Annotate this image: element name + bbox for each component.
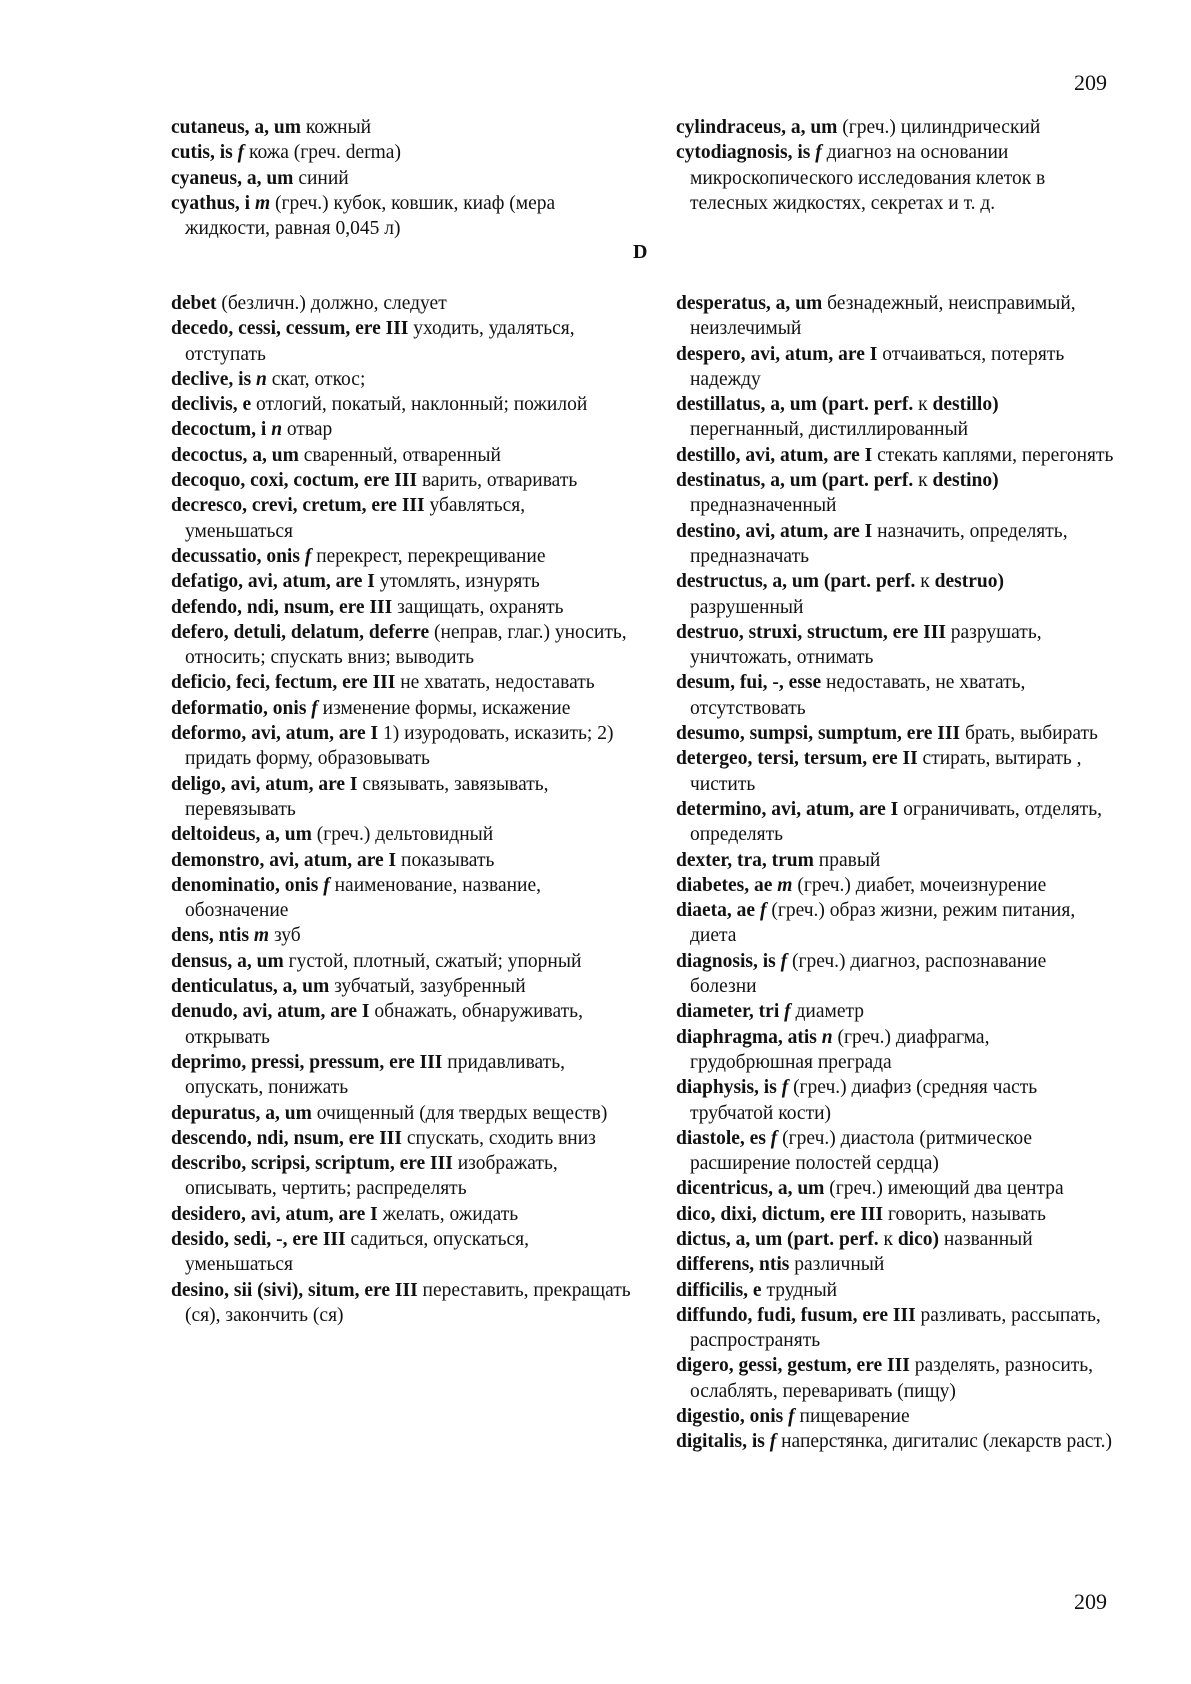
entry-head: deligo, avi, atum, are I [171, 773, 358, 795]
entry-gram: m [249, 925, 270, 947]
dictionary-entry [676, 1252, 1116, 1277]
entry-rest: перекрест, перекрещивание [311, 545, 546, 567]
entry-rest: пищеварение [794, 1406, 910, 1428]
entry-rest: (греч.) цилиндрический [837, 117, 1041, 138]
dictionary-entry [676, 1202, 1116, 1227]
entry-head: cutis, is [171, 142, 233, 164]
entry-rest: уходить, удаляться, отступать [185, 318, 575, 365]
entry-rest: спускать, сходить вниз [401, 1127, 596, 1149]
entry-gram: n [266, 419, 283, 441]
entry-head: despero, avi, atum, are I [676, 343, 878, 365]
dictionary-entry [676, 1176, 1116, 1201]
entry-gram: f [764, 1431, 777, 1453]
entry-head: denominatio, onis [171, 874, 319, 896]
dictionary-entry [676, 140, 1116, 216]
dictionary-entry [676, 848, 1116, 873]
entry-head: debet [171, 293, 217, 314]
entry-head: declivis, e [171, 394, 252, 416]
entry-rest: очищенный (для твердых веществ) [311, 1102, 608, 1124]
entry-gram: n [816, 1026, 833, 1048]
dictionary-entry [676, 1353, 1116, 1404]
entry-rest: защищать, охранять [392, 596, 564, 618]
entry-gram: f [318, 874, 330, 896]
dictionary-entry [171, 1151, 631, 1202]
entry-rest: диагноз на основании микроскопического исследования клеток в телесных жидкостях, секретах и т. д. [690, 142, 1046, 214]
entry-head: denudo, avi, atum, are I [171, 1001, 370, 1023]
dictionary-entry [676, 342, 1116, 393]
entry-rest: (греч.) диастола (ритмическое расширение полостей сердца) [690, 1127, 1033, 1175]
entry-head: defero, detuli, delatum, deferre [171, 621, 430, 643]
entry-head: digitalis, is [676, 1431, 765, 1453]
entry-head: digestio, onis [676, 1406, 784, 1428]
dictionary-entry [171, 974, 631, 999]
entry-rest2: перегнанный, дистиллированный [690, 419, 969, 441]
entry-gram: m [772, 874, 793, 896]
dictionary-entry [171, 115, 631, 140]
entry-rest: садиться, опускаться, уменьшаться [185, 1228, 530, 1276]
dictionary-entry [171, 493, 631, 544]
dictionary-entry [171, 873, 631, 924]
entry-head: cyathus, i [171, 192, 251, 214]
entry-rest: обнажать, обнаруживать, открывать [185, 1001, 583, 1048]
entry-rest: (греч.) диабет, мочеизнурение [792, 874, 1047, 896]
dictionary-entry [676, 898, 1116, 949]
entry-head: differens, ntis [676, 1254, 790, 1276]
entry-head: depuratus, a, um [171, 1102, 312, 1124]
entry-gram: f [232, 142, 245, 164]
dictionary-entry [676, 620, 1116, 671]
entry-head: defendo, ndi, nsum, ere III [171, 596, 393, 618]
entry-rest: отчаиваться, потерять надежду [690, 343, 1065, 390]
entry-gram: f [779, 1001, 791, 1023]
entry-rest: (греч.) кубок, ковшик, киаф (мера жидкости, равная 0,045 л) [185, 192, 556, 240]
entry-rest: к [878, 1228, 898, 1250]
entry-rest: изображать, описывать, чертить; распределять [185, 1153, 558, 1200]
entry-rest: зуб [269, 925, 301, 947]
entry-rest: разливать, рассыпать, распространять [690, 1304, 1101, 1352]
entry-head: desumo, sumpsi, sumptum, ere III [676, 723, 961, 745]
dictionary-entry [676, 721, 1116, 746]
intro-right-column [676, 115, 1116, 216]
left-entries-column [171, 291, 631, 1328]
entry-head: detergeo, tersi, tersum, ere II [676, 748, 918, 770]
entry-rest: кожа (греч. derma) [244, 142, 401, 164]
entry-head: desum, fui, -, esse [676, 672, 822, 694]
entry-head: cutaneus, a, um [171, 117, 302, 138]
entry-head: diffundo, fudi, fusum, ere III [676, 1304, 916, 1326]
entry-gram: m [250, 192, 271, 214]
entry-rest: стирать, вытирать , чистить [690, 748, 1082, 795]
entry-gram: f [755, 900, 767, 922]
entry-rest: диаметр [790, 1001, 865, 1023]
dictionary-entry [171, 595, 631, 620]
entry-rest: (греч.) имеющий два центра [824, 1178, 1064, 1200]
entry-head: deltoideus, a, um [171, 824, 312, 846]
entry-head: demonstro, avi, atum, are I [171, 849, 397, 871]
entry-head: decoquo, coxi, coctum, ere III [171, 470, 418, 492]
dictionary-entry [171, 1101, 631, 1126]
dictionary-entry [171, 140, 631, 165]
dictionary-entry [171, 291, 631, 316]
entry-rest: убавляться, уменьшаться [185, 495, 526, 542]
dictionary-entry [676, 291, 1116, 342]
entry-rest: показывать [396, 849, 495, 871]
entry-rest: сваренный, отваренный [298, 444, 501, 466]
entry-rest: изменение формы, искажение [317, 697, 571, 719]
entry-head: densus, a, um [171, 950, 284, 972]
entry-head: destino, avi, atum, are I [676, 520, 873, 542]
dictionary-entry [171, 367, 631, 392]
page-number-bottom: 209 [1074, 1589, 1107, 1614]
dictionary-entry [676, 1025, 1116, 1076]
section-letter: D [633, 241, 648, 263]
entry-rest: отлогий, покатый, наклонный; пожилой [251, 394, 588, 416]
dictionary-entry [171, 166, 631, 191]
entry-head: destillatus, a, um (part. perf. [676, 394, 914, 416]
entry-head: declive, is [171, 368, 252, 390]
entry-head: defatigo, avi, atum, are I [171, 571, 375, 593]
entry-rest: наименование, название, обозначение [185, 874, 542, 922]
entry-gram: f [783, 1406, 795, 1428]
entry-rest: связывать, завязывать, перевязывать [185, 773, 549, 820]
entry-head: describo, scripsi, scriptum, ere III [171, 1153, 453, 1175]
entry-head: deficio, feci, fectum, ere III [171, 672, 396, 694]
entry-rest: назначить, определять, предназначать [690, 520, 1068, 567]
entry-rest: (неправ, глаг.) уносить, относить; спускать вниз; выводить [185, 621, 627, 669]
dictionary-entry [676, 949, 1116, 1000]
entry-head: dictus, a, um (part. perf. [676, 1228, 879, 1250]
entry-head: determino, avi, atum, are I [676, 798, 899, 820]
entry-head: descendo, ndi, nsum, ere III [171, 1127, 402, 1149]
dictionary-entry [676, 468, 1116, 519]
entry-rest: (греч.) диафрагма, грудобрюшная преграда [690, 1026, 990, 1073]
dictionary-entry [676, 1429, 1116, 1454]
entry-rest: (греч.) дельтовидный [311, 824, 494, 846]
entry-rest: варить, отваривать [417, 470, 578, 492]
dictionary-entry [171, 670, 631, 695]
dictionary-entry [171, 191, 631, 242]
entry-head: decoctum, i [171, 419, 267, 441]
dictionary-entry [171, 620, 631, 671]
entry-head2: destino) [932, 470, 999, 492]
right-entries-column [676, 291, 1116, 1455]
entry-head: decresco, crevi, cretum, ere III [171, 495, 425, 517]
entry-rest: ограничивать, отделять, определять [690, 798, 1102, 846]
entry-head2: dico) [897, 1228, 939, 1250]
entry-rest: говорить, называть [883, 1203, 1046, 1225]
dictionary-entry [676, 670, 1116, 721]
entry-rest: разрушать, уничтожать, отнимать [690, 621, 1042, 669]
dictionary-entry [676, 392, 1116, 443]
entry-rest2: предназначенный [690, 495, 837, 517]
dictionary-entry [171, 822, 631, 847]
entry-rest: к [913, 394, 933, 416]
entry-head: destruo, struxi, structum, ere III [676, 621, 946, 643]
entry-head: destructus, a, um (part. perf. [676, 571, 916, 593]
entry-head: desido, sedi, -, ere III [171, 1228, 346, 1250]
entry-rest: правый [813, 849, 881, 871]
entry-rest: скат, откос; [266, 368, 366, 390]
entry-rest: безнадежный, неисправимый, неизлечимый [690, 293, 1076, 340]
entry-head: diameter, tri [676, 1001, 780, 1023]
intro-left-column [171, 115, 631, 241]
entry-head: digero, gessi, gestum, ere III [676, 1355, 910, 1377]
entry-head: dico, dixi, dictum, ere III [676, 1203, 884, 1225]
dictionary-entry [171, 392, 631, 417]
entry-rest: разделять, разносить, ослаблять, переваривать (пищу) [690, 1355, 1094, 1402]
dictionary-entry [171, 316, 631, 367]
entry-head: deformo, avi, atum, are I [171, 723, 379, 745]
entry-head: diaeta, ae [676, 900, 756, 922]
dictionary-entry [676, 797, 1116, 848]
dictionary-entry [171, 696, 631, 721]
entry-rest: 1) изуродовать, исказить; 2) придать форму, образовывать [185, 723, 614, 770]
entry-gram: f [775, 950, 788, 972]
entry-head: diaphysis, is [676, 1077, 777, 1099]
entry-head: diabetes, ae [676, 874, 773, 896]
entry-rest: (греч.) диагноз, распознавание болезни [690, 950, 1047, 998]
entry-rest: к [915, 571, 935, 593]
entry-rest: (греч.) диафиз (средняя часть трубчатой кости) [690, 1077, 1038, 1124]
entry-rest: желать, ожидать [377, 1203, 519, 1225]
dictionary-entry [171, 1202, 631, 1227]
entry-gram: f [299, 545, 312, 567]
entry-rest: (безличн.) должно, следует [216, 293, 447, 314]
dictionary-entry [676, 1404, 1116, 1429]
entry-head: destinatus, a, um (part. perf. [676, 470, 914, 492]
entry-head: dens, ntis [171, 925, 250, 947]
dictionary-entry [171, 1227, 631, 1278]
entry-head: decussatio, onis [171, 545, 300, 567]
entry-head: diagnosis, is [676, 950, 776, 972]
entry-rest: различный [789, 1254, 885, 1276]
dictionary-entry [676, 1303, 1116, 1354]
dictionary-entry [171, 949, 631, 974]
entry-head: cyaneus, a, um [171, 167, 294, 189]
dictionary-entry [171, 1278, 631, 1329]
entry-head: dexter, tra, trum [676, 849, 814, 871]
entry-rest: стекать каплями, перегонять [872, 444, 1114, 466]
entry-rest: недоставать, не хватать, отсутствовать [690, 672, 1026, 719]
dictionary-entry [676, 569, 1116, 620]
entry-head: dicentricus, a, um [676, 1178, 825, 1200]
dictionary-entry [676, 746, 1116, 797]
dictionary-entry [171, 544, 631, 569]
entry-head: desino, sii (sivi), situm, ere III [171, 1279, 418, 1301]
entry-rest2: названный [938, 1228, 1033, 1250]
entry-rest: кожный [301, 117, 372, 138]
dictionary-entry [676, 1126, 1116, 1177]
entry-gram: f [776, 1077, 789, 1099]
entry-rest: синий [293, 167, 349, 189]
dictionary-entry [676, 1278, 1116, 1303]
entry-rest: густой, плотный, сжатый; упорный [283, 950, 582, 972]
entry-head: decedo, cessi, cessum, ere III [171, 318, 409, 340]
dictionary-entry [676, 443, 1116, 468]
dictionary-entry [171, 443, 631, 468]
dictionary-entry [171, 1126, 631, 1151]
entry-head: diaphragma, atis [676, 1026, 817, 1048]
entry-rest: переставить, прекращать (ся), закончить (ся) [185, 1279, 631, 1326]
dictionary-entry [171, 1050, 631, 1101]
entry-head: deprimo, pressi, pressum, ere III [171, 1051, 443, 1073]
entry-rest: не хватать, недоставать [395, 672, 595, 694]
entry-rest: отвар [282, 419, 333, 441]
dictionary-entry [676, 999, 1116, 1024]
dictionary-entry [676, 1075, 1116, 1126]
dictionary-entry [676, 1227, 1116, 1252]
dictionary-entry [171, 468, 631, 493]
entry-rest: к [913, 470, 933, 492]
entry-rest: брать, выбирать [960, 723, 1098, 745]
entry-rest: утомлять, изнурять [374, 571, 540, 593]
entry-head: diastole, es [676, 1127, 766, 1149]
entry-head: cylindraceus, a, um [676, 117, 838, 138]
dictionary-entry [676, 873, 1116, 898]
dictionary-entry [676, 115, 1116, 140]
entry-head: denticulatus, a, um [171, 976, 330, 998]
entry-head2: destruo) [934, 571, 1004, 593]
dictionary-entry [171, 721, 631, 772]
entry-gram: f [810, 142, 822, 164]
dictionary-entry [171, 417, 631, 442]
entry-head: cytodiagnosis, is [676, 142, 811, 164]
entry-head: deformatio, onis [171, 697, 307, 719]
entry-head: desidero, avi, atum, are I [171, 1203, 378, 1225]
entry-head2: destillo) [932, 394, 999, 416]
dictionary-entry [171, 772, 631, 823]
entry-rest2: разрушенный [690, 596, 804, 618]
entry-rest: зубчатый, зазубренный [329, 976, 526, 998]
entry-rest: придавливать, опускать, понижать [185, 1051, 565, 1099]
entry-rest: трудный [761, 1279, 838, 1301]
dictionary-entry [171, 848, 631, 873]
entry-rest: (греч.) образ жизни, режим питания, диета [690, 900, 1076, 947]
entry-gram: f [306, 697, 318, 719]
entry-head: destillo, avi, atum, are I [676, 444, 873, 466]
dictionary-entry [171, 999, 631, 1050]
page-number-top: 209 [1074, 70, 1107, 95]
dictionary-entry [171, 923, 631, 948]
entry-head: decoctus, a, um [171, 444, 299, 466]
dictionary-entry [676, 519, 1116, 570]
entry-rest: наперстянка, дигиталис (лекарств раст.) [776, 1431, 1112, 1453]
entry-head: desperatus, a, um [676, 293, 823, 314]
entry-head: difficilis, e [676, 1279, 762, 1301]
dictionary-entry [171, 569, 631, 594]
entry-gram: n [251, 368, 267, 390]
entry-gram: f [765, 1127, 778, 1149]
